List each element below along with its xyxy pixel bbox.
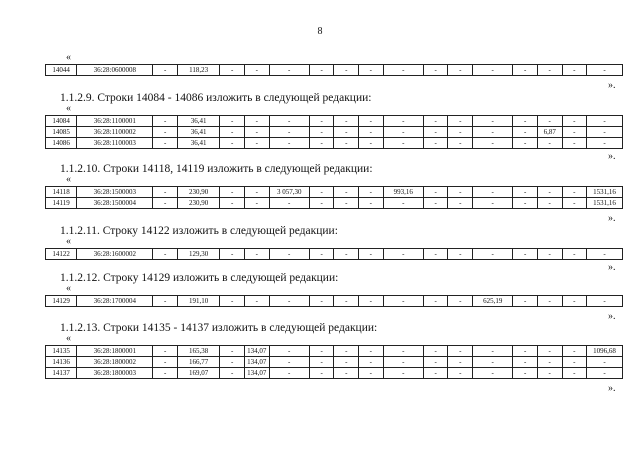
table-cell: -	[334, 138, 359, 149]
table-cell: -	[334, 65, 359, 76]
table-cell: 36:28:1800001	[77, 346, 153, 357]
table-cell: -	[587, 296, 623, 307]
table-cell: 14086	[46, 138, 77, 149]
table-cell: -	[562, 127, 587, 138]
table-cell: -	[334, 296, 359, 307]
table-row	[46, 65, 623, 76]
table-cell: -	[448, 249, 473, 260]
data-table	[45, 115, 623, 149]
table-cell: 129,30	[177, 249, 219, 260]
table-cell: -	[587, 368, 623, 379]
table-cell: -	[473, 249, 513, 260]
table-cell: -	[245, 187, 270, 198]
table-cell: -	[587, 127, 623, 138]
close-quote: ».	[608, 383, 616, 394]
table-cell: 36:28:1800002	[77, 357, 153, 368]
table-cell: 6,87	[537, 127, 562, 138]
table-cell: -	[513, 138, 538, 149]
table-cell: -	[383, 138, 423, 149]
table-cell: -	[537, 116, 562, 127]
close-quote: ».	[608, 213, 616, 224]
table-cell: -	[359, 249, 384, 260]
table-cell: -	[473, 198, 513, 209]
table-cell: -	[220, 296, 245, 307]
table-cell: -	[537, 296, 562, 307]
table-cell: -	[448, 138, 473, 149]
table-cell: -	[537, 368, 562, 379]
table-cell: -	[383, 346, 423, 357]
section-heading: 1.1.2.10. Строки 14118, 14119 изложить в следующей редакции:	[60, 163, 373, 175]
table-cell: -	[269, 296, 309, 307]
table-cell: -	[423, 138, 448, 149]
table-cell: -	[359, 357, 384, 368]
table-cell: -	[269, 198, 309, 209]
table-cell: 134,07	[245, 357, 270, 368]
section-heading: 1.1.2.13. Строки 14135 - 14137 изложить в следующей редакции:	[60, 322, 378, 334]
open-quote: «	[66, 103, 71, 114]
table-cell: -	[473, 127, 513, 138]
table-cell: 36:28:1100001	[77, 116, 153, 127]
table-cell: -	[383, 249, 423, 260]
section-heading: 1.1.2.11. Строку 14122 изложить в следующей редакции:	[60, 225, 338, 237]
table-cell: -	[309, 65, 334, 76]
table-cell: -	[473, 116, 513, 127]
table-cell: 36,41	[177, 116, 219, 127]
table-cell: -	[334, 357, 359, 368]
table-cell: -	[537, 249, 562, 260]
table-cell: 36:28:1100003	[77, 138, 153, 149]
table-row	[46, 138, 623, 149]
table-cell: 14044	[46, 65, 77, 76]
table-row	[46, 198, 623, 209]
table-cell: 36:28:1500003	[77, 187, 153, 198]
table-cell: -	[383, 357, 423, 368]
table-cell: -	[562, 346, 587, 357]
table-cell: -	[309, 198, 334, 209]
table-cell: -	[448, 296, 473, 307]
close-quote: ».	[608, 262, 616, 273]
table-cell: -	[448, 368, 473, 379]
table-cell: 14119	[46, 198, 77, 209]
open-quote: «	[66, 52, 71, 63]
table-cell: -	[359, 138, 384, 149]
table-cell: -	[309, 346, 334, 357]
table-cell: -	[513, 65, 538, 76]
table-cell: -	[245, 249, 270, 260]
table-row	[46, 368, 623, 379]
table-cell: -	[269, 249, 309, 260]
table-cell: 14137	[46, 368, 77, 379]
data-table	[45, 64, 623, 76]
table-cell: 14118	[46, 187, 77, 198]
table-cell: -	[423, 249, 448, 260]
table-cell: -	[245, 138, 270, 149]
table-cell: -	[562, 368, 587, 379]
table-cell: -	[537, 198, 562, 209]
table-cell: -	[537, 357, 562, 368]
table-cell: -	[473, 187, 513, 198]
table-cell: -	[220, 187, 245, 198]
data-table	[45, 186, 623, 209]
table-cell: -	[153, 357, 178, 368]
table-cell: -	[153, 346, 178, 357]
open-quote: «	[66, 283, 71, 294]
open-quote: «	[66, 236, 71, 247]
table-cell: -	[309, 138, 334, 149]
table-cell: 14136	[46, 357, 77, 368]
table-cell: -	[448, 65, 473, 76]
table-cell: -	[220, 138, 245, 149]
close-quote: ».	[608, 80, 616, 91]
data-table	[45, 345, 623, 379]
table-cell: -	[245, 296, 270, 307]
table-cell: -	[309, 116, 334, 127]
table-cell: -	[220, 127, 245, 138]
table-cell: -	[359, 187, 384, 198]
table-cell: -	[309, 368, 334, 379]
table-cell: -	[423, 346, 448, 357]
section-heading: 1.1.2.9. Строки 14084 - 14086 изложить в следующей редакции:	[60, 92, 372, 104]
data-table	[45, 248, 623, 260]
table-cell: 14084	[46, 116, 77, 127]
table-cell: -	[562, 65, 587, 76]
data-table	[45, 295, 623, 307]
table-cell: -	[220, 116, 245, 127]
table-cell: 36:28:1600002	[77, 249, 153, 260]
table-cell: 134,07	[245, 368, 270, 379]
open-quote: «	[66, 333, 71, 344]
table-cell: -	[220, 346, 245, 357]
table-cell: -	[448, 346, 473, 357]
table-cell: -	[473, 346, 513, 357]
table-cell: -	[537, 346, 562, 357]
table-cell: -	[383, 296, 423, 307]
table-cell: -	[537, 138, 562, 149]
table-cell: -	[309, 357, 334, 368]
close-quote: ».	[608, 311, 616, 322]
table-cell: 14085	[46, 127, 77, 138]
table-cell: -	[587, 65, 623, 76]
section-heading: 1.1.2.12. Строку 14129 изложить в следующей редакции:	[60, 272, 339, 284]
table-cell: -	[473, 357, 513, 368]
table-cell: -	[220, 368, 245, 379]
table-cell: 36,41	[177, 127, 219, 138]
table-cell: -	[153, 368, 178, 379]
table-cell: -	[562, 296, 587, 307]
table-cell: -	[153, 198, 178, 209]
table-cell: -	[334, 116, 359, 127]
table-cell: -	[359, 368, 384, 379]
table-cell: -	[383, 65, 423, 76]
table-cell: -	[473, 65, 513, 76]
table-cell: -	[220, 357, 245, 368]
table-cell: 1531,16	[587, 198, 623, 209]
table-cell: 36:28:1500004	[77, 198, 153, 209]
table-cell: -	[423, 198, 448, 209]
table-cell: -	[448, 357, 473, 368]
table-row	[46, 346, 623, 357]
table-cell: -	[562, 138, 587, 149]
table-cell: -	[334, 127, 359, 138]
page-number: 8	[317, 26, 323, 37]
table-cell: -	[359, 65, 384, 76]
table-cell: 14122	[46, 249, 77, 260]
table-cell: -	[309, 187, 334, 198]
table-cell: -	[513, 346, 538, 357]
table-cell: -	[220, 65, 245, 76]
table-row	[46, 249, 623, 260]
table-cell: -	[153, 116, 178, 127]
table-cell: -	[359, 127, 384, 138]
table-cell: -	[269, 65, 309, 76]
table-cell: -	[383, 127, 423, 138]
table-cell: -	[269, 127, 309, 138]
table-cell: 169,07	[177, 368, 219, 379]
table-cell: -	[473, 138, 513, 149]
table-cell: -	[153, 249, 178, 260]
close-quote: ».	[608, 151, 616, 162]
open-quote: «	[66, 174, 71, 185]
table-cell: -	[562, 116, 587, 127]
table-cell: 1096,68	[587, 346, 623, 357]
table-cell: -	[383, 198, 423, 209]
table-cell: -	[423, 116, 448, 127]
table-cell: -	[245, 116, 270, 127]
table-cell: -	[423, 296, 448, 307]
table-cell: -	[269, 116, 309, 127]
table-cell: -	[153, 65, 178, 76]
table-cell: 1531,16	[587, 187, 623, 198]
table-cell: 3 057,30	[269, 187, 309, 198]
table-cell: -	[359, 198, 384, 209]
table-cell: -	[359, 346, 384, 357]
table-cell: -	[562, 249, 587, 260]
table-row	[46, 127, 623, 138]
table-cell: -	[383, 116, 423, 127]
table-cell: 36:28:0600008	[77, 65, 153, 76]
table-cell: 191,10	[177, 296, 219, 307]
table-row	[46, 357, 623, 368]
table-cell: -	[359, 116, 384, 127]
table-cell: -	[513, 368, 538, 379]
table-cell: -	[513, 127, 538, 138]
table-cell: 14135	[46, 346, 77, 357]
table-cell: -	[562, 198, 587, 209]
table-cell: -	[562, 187, 587, 198]
table-cell: 230,90	[177, 187, 219, 198]
table-row	[46, 187, 623, 198]
table-cell: -	[309, 249, 334, 260]
table-cell: 36:28:1700004	[77, 296, 153, 307]
table-cell: 993,16	[383, 187, 423, 198]
table-row	[46, 296, 623, 307]
table-cell: 166,77	[177, 357, 219, 368]
table-cell: -	[309, 127, 334, 138]
table-cell: -	[587, 249, 623, 260]
table-cell: 36:28:1100002	[77, 127, 153, 138]
table-cell: -	[269, 368, 309, 379]
table-cell: -	[448, 127, 473, 138]
table-cell: -	[334, 346, 359, 357]
table-cell: 14129	[46, 296, 77, 307]
table-cell: -	[448, 198, 473, 209]
table-cell: -	[309, 296, 334, 307]
table-cell: 230,90	[177, 198, 219, 209]
table-cell: 134,07	[245, 346, 270, 357]
table-cell: -	[473, 368, 513, 379]
table-cell: -	[334, 249, 359, 260]
table-cell: -	[423, 368, 448, 379]
table-cell: -	[513, 249, 538, 260]
table-row	[46, 116, 623, 127]
table-cell: -	[245, 198, 270, 209]
table-cell: -	[513, 357, 538, 368]
table-cell: 625,19	[473, 296, 513, 307]
table-cell: -	[359, 296, 384, 307]
table-cell: -	[513, 187, 538, 198]
table-cell: 36,41	[177, 138, 219, 149]
table-cell: 36:28:1800003	[77, 368, 153, 379]
table-cell: -	[153, 296, 178, 307]
table-cell: -	[153, 187, 178, 198]
table-cell: -	[448, 116, 473, 127]
table-cell: -	[513, 296, 538, 307]
table-cell: -	[587, 357, 623, 368]
table-cell: -	[587, 138, 623, 149]
table-cell: -	[334, 187, 359, 198]
table-cell: -	[334, 198, 359, 209]
table-cell: -	[220, 198, 245, 209]
table-cell: -	[269, 138, 309, 149]
table-cell: -	[587, 116, 623, 127]
table-cell: -	[245, 65, 270, 76]
table-cell: -	[448, 187, 473, 198]
table-cell: -	[513, 198, 538, 209]
table-cell: -	[562, 357, 587, 368]
table-cell: -	[153, 127, 178, 138]
table-cell: -	[153, 138, 178, 149]
table-cell: 118,23	[177, 65, 219, 76]
table-cell: -	[383, 368, 423, 379]
table-cell: -	[269, 357, 309, 368]
table-cell: -	[245, 127, 270, 138]
table-cell: -	[537, 65, 562, 76]
table-cell: -	[513, 116, 538, 127]
table-cell: 165,38	[177, 346, 219, 357]
table-cell: -	[423, 187, 448, 198]
table-cell: -	[537, 187, 562, 198]
table-cell: -	[423, 65, 448, 76]
table-cell: -	[423, 357, 448, 368]
table-cell: -	[220, 249, 245, 260]
table-cell: -	[269, 346, 309, 357]
table-cell: -	[334, 368, 359, 379]
table-cell: -	[423, 127, 448, 138]
